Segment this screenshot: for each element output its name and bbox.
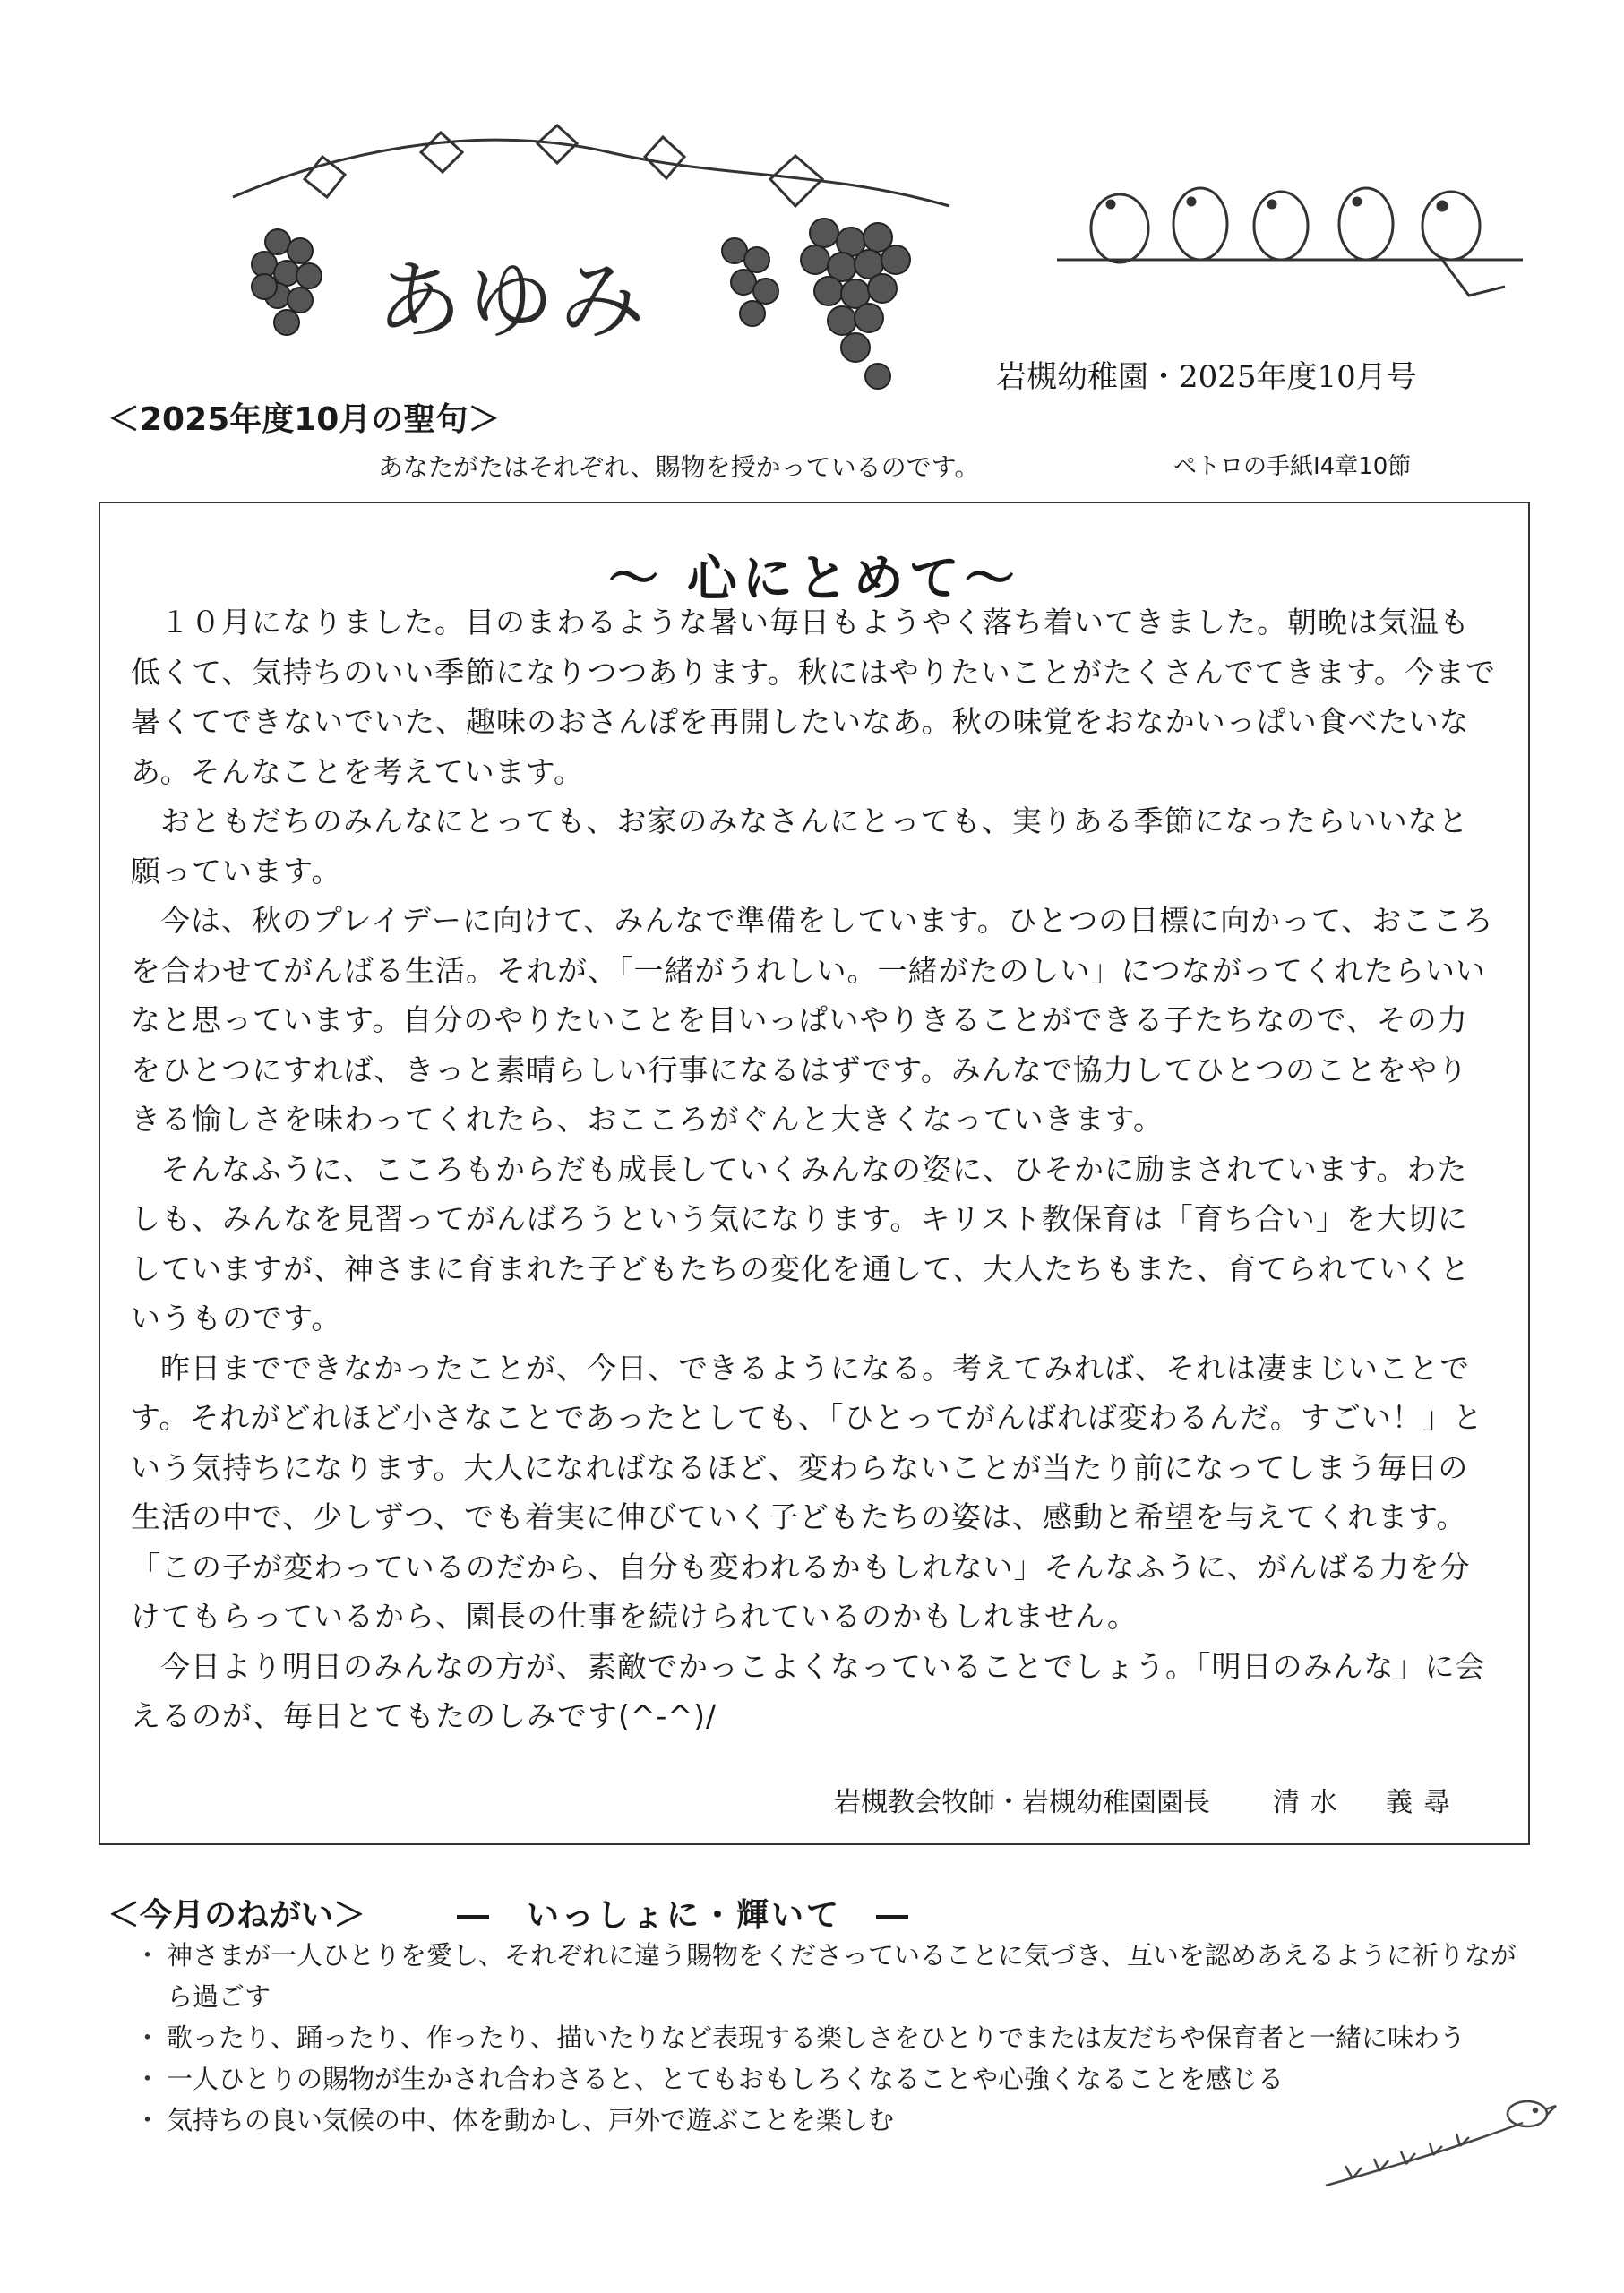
goals-theme: ― いっしょに・輝いて ― — [457, 1897, 912, 1934]
message-paragraph: 昨日までできなかったことが、今日、できるようになる。考えてみれば、それは凄まじいことです。それがどれほど小さなことであったとしても、「ひとってがんばれば変わるんだ。すごい！」という気持ちになります。大人になればなるほど、変わらないことが当たり前になってしまう毎日の生活の中で、少しずつ、でも着実に伸びていく子どもたちの姿は、感動と希望を与えてくれます。「この子が変わっているのだから、自分も変われるかもしれない」そんなふうに、がんばる力を分けてもらっているから、園長の仕事を続けられているのかもしれません。 — [131, 1350, 1483, 1634]
goal-item: ・ 神さまが一人ひとりを愛し、それぞれに違う賜物をくださっていることに気づき、互いを認めあえるように祈りながら過ごす — [134, 1935, 1532, 2017]
newsletter-title: あゆみ — [376, 251, 650, 351]
verse-heading: ＜2025年度10月の聖句＞ — [107, 401, 501, 438]
message-body — [131, 597, 1497, 1741]
verse-reference: ペトロの手紙Ⅰ4章10節 — [1173, 453, 1412, 480]
message-title: ～ 心にとめて～ — [608, 550, 1020, 608]
message-paragraph: そんなふうに、こころもからだも成長していくみんなの姿に、ひそかに励まされています。わたしも、みんなを見習ってがんばろうという気になります。キリスト教保育は「育ち合い」を大切にしていますが、神さまに育まれた子どもたちの変化を通して、大人たちもまた、育てられていくというものです。 — [131, 1151, 1471, 1335]
signature-name: 清水 義尋 — [1273, 1787, 1461, 1818]
goal-item: ・ 歌ったり、踊ったり、作ったり、描いたりなど表現する楽しさをひとりでまたは友だちや保育者と一緒に味わう — [134, 2017, 1532, 2058]
message-paragraph: 今日より明日のみんなの方が、素敵でかっこよくなっていることでしょう。「明日のみんな」に会えるのが、毎日とてもたのしみです(^-^)/ — [131, 1648, 1486, 1733]
message-paragraph: おともだちのみんなにとっても、お家のみなさんにとっても、実りある季節になったらいいなと願っています。 — [131, 803, 1469, 889]
goals-heading: ＜今月のねがい＞ — [107, 1897, 366, 1934]
signature — [100, 1780, 1461, 1819]
issue-line: 岩槻幼稚園・2025年度10月号 — [996, 359, 1417, 395]
bird-on-branch-icon — [1317, 2087, 1559, 2203]
goal-item: ・ 一人ひとりの賜物が生かされ合わさると、とてもおもしろくなることや心強くなることを感じる — [134, 2058, 1532, 2100]
message-paragraph: １０月になりました。目のまわるような暑い毎日もようやく落ち着いてきました。朝晩は気温も低くて、気持ちのいい季節になりつつあります。秋にはやりたいことがたくさんでてきます。今まで暑くてできないでいた、趣味のおさんぽを再開したいなあ。秋の味覚をおなかいっぱい食べたいなあ。そんなことを考えています。 — [131, 605, 1497, 789]
goal-item: ・ 気持ちの良い気候の中、体を動かし、戸外で遊ぶことを楽しむ — [134, 2100, 1532, 2141]
birds-on-branch-icon — [1057, 170, 1523, 322]
verse-text: あなたがたはそれぞれ、賜物を授かっているのです。 — [378, 452, 980, 482]
signature-role: 岩槻教会牧師・岩槻幼稚園園長 — [834, 1787, 1210, 1818]
message-box — [99, 502, 1530, 1845]
message-paragraph: 今は、秋のプレイデーに向けて、みんなで準備をしています。ひとつの目標に向かって、おこころを合わせてがんばる生活。それが、「一緒がうれしい。一緒がたのしい」につながってくれたらいいなと思っています。自分のやりたいことを目いっぱいやりきることができる子たちなので、その力をひとつにすれば、きっと素晴らしい行事になるはずです。みんなで協力してひとつのことをやりきる愉しさを味わってくれたら、おこころがぐんと大きくなっていきます。 — [131, 903, 1494, 1137]
